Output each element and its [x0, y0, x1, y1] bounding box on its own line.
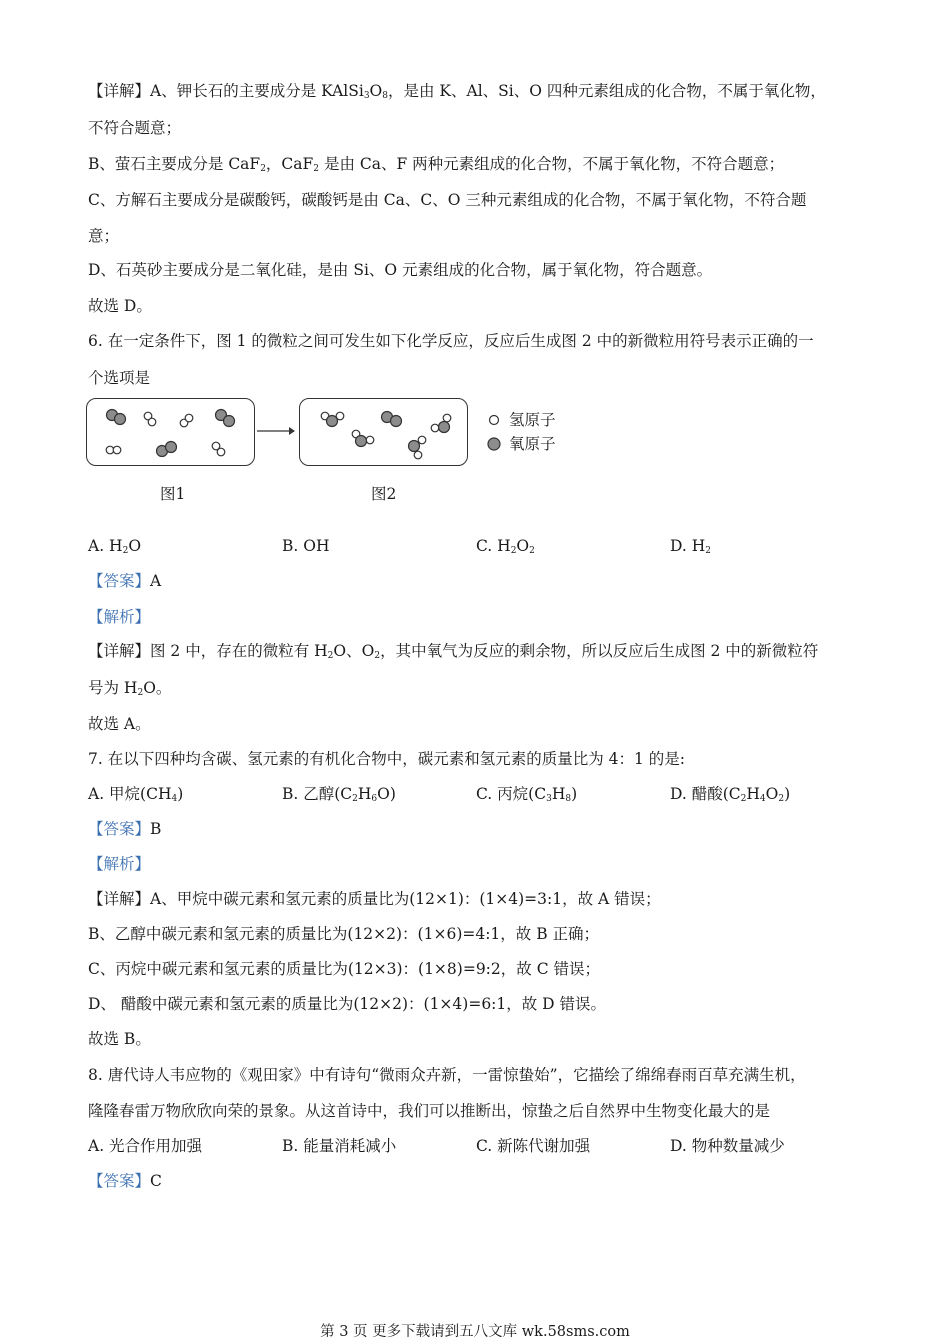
page-footer: 第 3 页 更多下载请到五八文库 wk.58sms.com — [320, 1324, 630, 1340]
q6-detail-line-2: 号为 $H_2O$。 — [88, 679, 172, 698]
figure-2-caption: 图2 — [371, 485, 397, 503]
q8-option-a: A. 光合作用加强 — [88, 1137, 203, 1155]
q8-answer: 【答案】C — [88, 1172, 162, 1190]
q8-option-c: C. 新陈代谢加强 — [476, 1137, 591, 1155]
q5-conclusion: 故选 D。 — [88, 297, 152, 315]
q6-analysis-label: 【解析】 — [88, 608, 151, 626]
q8-option-d: D. 物种数量减少 — [670, 1137, 785, 1155]
q6-conclusion: 故选 A。 — [88, 715, 151, 733]
q8-stem-line-2: 隆隆春雷万物欣欣向荣的景象。从这首诗中，我们可以推断出，惊蛰之后自然界中生物变化最大的是 — [88, 1102, 771, 1120]
q7-detail-line-2: B、乙醇中碳元素和氢元素的质量比为(12×2)：(1×6)=4:1，故 B 正确； — [88, 925, 600, 943]
hydrogen-atom-icon — [490, 416, 499, 425]
q5-detail-line-3: B、萤石主要成分是 CaF$_2$，CaF$_2$ 是由 Ca、F 两种元素组成的化合物，不属于氧化物，不符合题意； — [88, 155, 785, 174]
q5-detail-line-5: 意； — [88, 227, 120, 245]
q8-stem-line-1: 8. 唐代诗人韦应物的《观田家》中有诗句“微雨众卉新，一雷惊蛰始”，它描绘了绵绵春雨百草充满生机， — [88, 1066, 806, 1084]
q6-option-c: C. $H_2O_2$ — [476, 537, 535, 556]
q8-option-b: B. 能量消耗减小 — [282, 1137, 397, 1155]
figure-2-molecules — [300, 399, 467, 465]
q6-option-b: B. OH — [282, 537, 330, 555]
oxygen-atom-icon — [488, 438, 500, 450]
q7-analysis-label: 【解析】 — [88, 855, 151, 873]
q6-stem-line-1: 6. 在一定条件下，图 1 的微粒之间可发生如下化学反应，反应后生成图 2 中的新微粒用符号表示正确的一 — [88, 332, 814, 350]
q6-option-a: A. $H_2O$ — [88, 537, 142, 556]
q5-detail-line-1: 【详解】A、钾长石的主要成分是 $KAlSi_3O_8$，是由 K、Al、Si、O 四种元素组成的化合物，不属于氧化物， — [88, 82, 826, 101]
legend-hydrogen-label: 氢原子 — [509, 411, 556, 429]
q5-detail-line-6: D、石英砂主要成分是二氧化硅，是由 Si、O 元素组成的化合物，属于氧化物，符合题意。 — [88, 261, 713, 279]
q7-answer: 【答案】B — [88, 820, 162, 838]
q7-option-d: D. 醋酸$(C_2H_4O_2)$ — [670, 785, 791, 804]
q7-option-a: A. 甲烷$(CH_4)$ — [88, 785, 184, 804]
q7-option-c: C. 丙烷$(C_3H_8)$ — [476, 785, 578, 804]
q7-detail-line-4: D、 醋酸中碳元素和氢元素的质量比为(12×2)：(1×4)=6:1，故 D 错误。 — [88, 995, 607, 1013]
q6-answer: 【答案】A — [88, 572, 162, 590]
q7-option-b: B. 乙醇$(C_2H_6O)$ — [282, 785, 396, 804]
q7-conclusion: 故选 B。 — [88, 1030, 151, 1048]
figure-1-box — [86, 398, 255, 466]
legend-icons — [484, 410, 504, 454]
q5-detail-line-2: 不符合题意； — [88, 119, 182, 137]
q7-stem: 7. 在以下四种均含碳、氢元素的有机化合物中，碳元素和氢元素的质量比为 4：1 的是: — [88, 750, 686, 768]
q6-detail-line-1: 【详解】图 2 中，存在的微粒有 $H_2O$、$O_2$，其中氧气为反应的剩余物，所以反应后生成图 2 中的新微粒符 — [88, 642, 819, 661]
reaction-arrow-icon — [255, 424, 297, 438]
figure-1-molecules — [87, 399, 254, 465]
figure-2-box — [299, 398, 468, 466]
legend-oxygen-label: 氧原子 — [509, 435, 556, 453]
q5-detail-line-4: C、方解石主要成分是碳酸钙，碳酸钙是由 Ca、C、O 三种元素组成的化合物，不属于氧化物，不符合题 — [88, 191, 807, 209]
figure-1-caption: 图1 — [160, 485, 186, 503]
q6-stem-line-2: 个选项是 — [88, 369, 151, 387]
q7-detail-line-3: C、丙烷中碳元素和氢元素的质量比为(12×3)：(1×8)=9:2，故 C 错误； — [88, 960, 600, 978]
q7-detail-line-1: 【详解】A、甲烷中碳元素和氢元素的质量比为(12×1)：(1×4)=3:1，故 A 错误； — [88, 890, 661, 908]
q6-option-d: D. $H_2$ — [670, 537, 711, 556]
